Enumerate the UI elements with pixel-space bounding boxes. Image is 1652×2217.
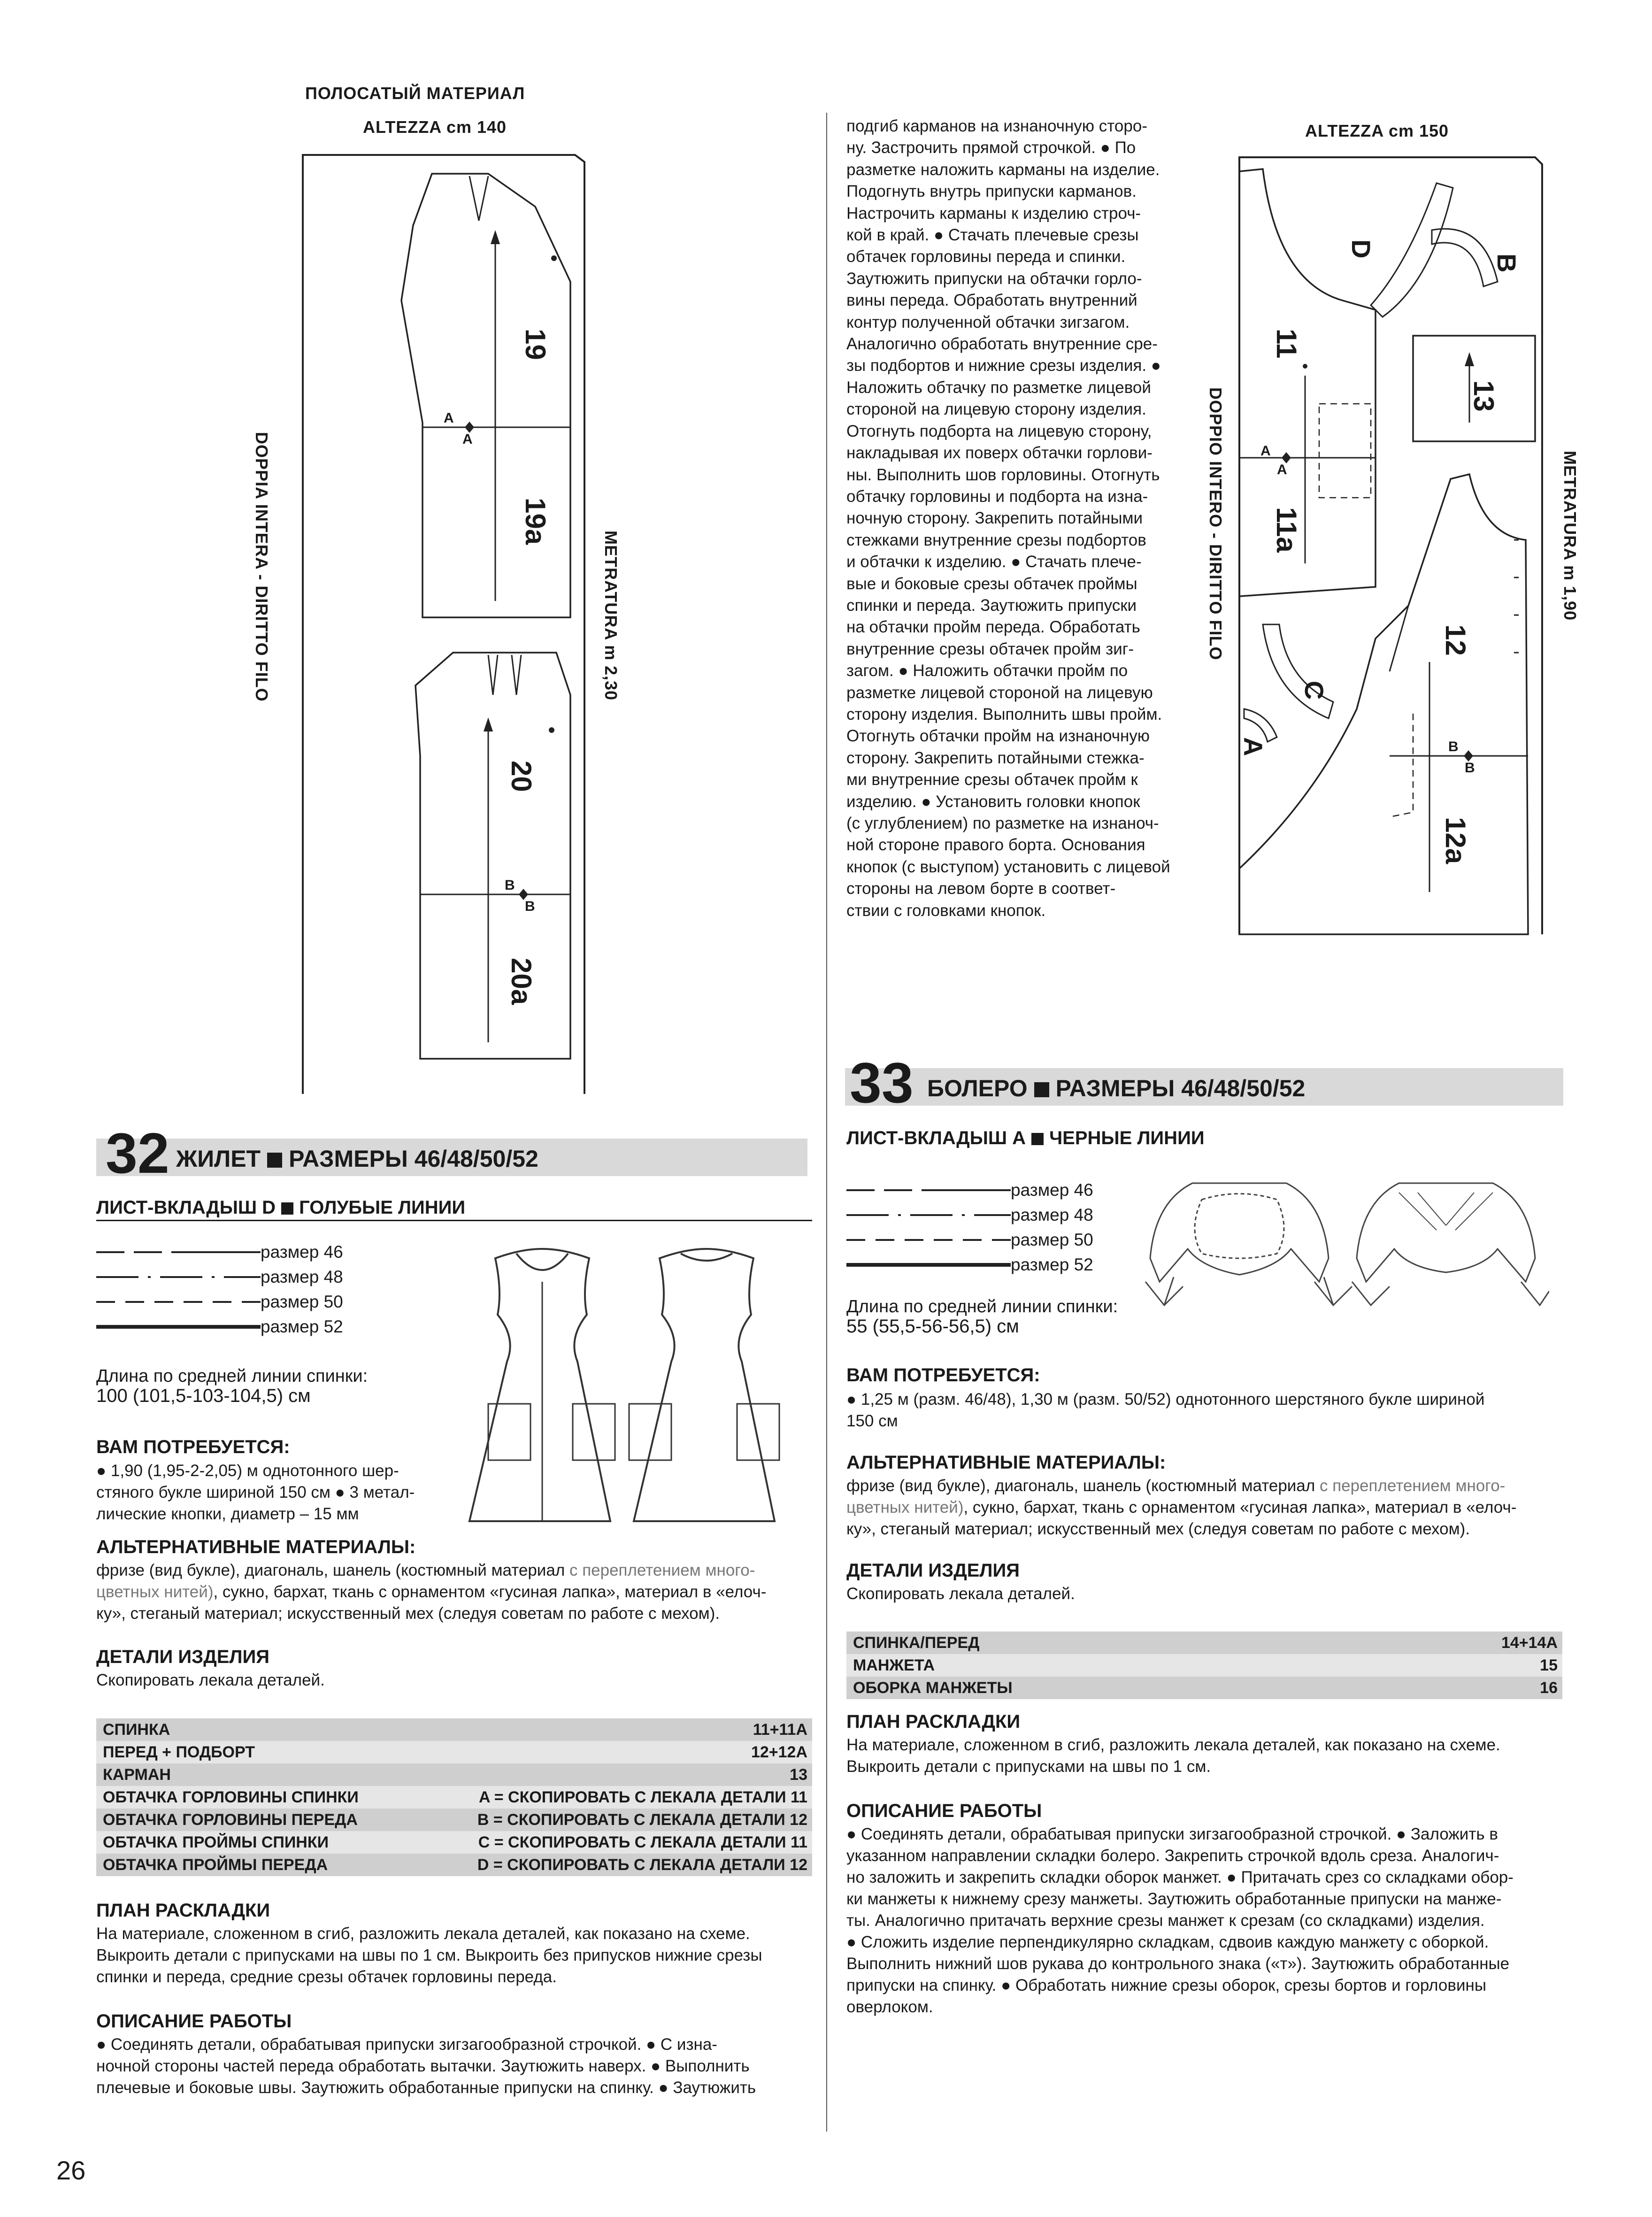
line-size-52-icon — [96, 1324, 261, 1329]
model33-need-title: ВАМ ПОТРЕБУЕТСЯ: — [846, 1365, 1040, 1386]
table-row: ОБТАЧКА ПРОЙМЫ СПИНКИ C = СКОПИРОВАТЬ С ЛЕКАЛА ДЕТАЛИ 11 — [96, 1831, 812, 1854]
model32-sizes: РАЗМЕРЫ 46/48/50/52 — [289, 1146, 538, 1172]
material-label: ПОЛОСАТЫЙ МАТЕРИАЛ — [305, 84, 525, 103]
line-size-48-icon — [846, 1213, 1011, 1217]
fabric-width-label: ALTEZZA cm 140 — [363, 117, 507, 137]
piece-19: 19 — [520, 329, 551, 360]
square-bullet-icon — [1031, 1133, 1044, 1145]
model32-need-text: ● 1,90 (1,95-2-2,05) м однотонного шер- стяного букле шириной 150 см ● 3 метал- лические кнопки, диаметр – 15 мм — [96, 1462, 415, 1523]
table-row: МАНЖЕТА 15 — [846, 1654, 1562, 1677]
square-bullet-icon — [1034, 1082, 1049, 1097]
model33-details-title: ДЕТАЛИ ИЗДЕЛИЯ — [846, 1560, 1020, 1581]
notch-a2: A — [462, 431, 473, 447]
table-row: СПИНКА/ПЕРЕД 14+14А — [846, 1632, 1562, 1654]
bolero-vest-layout-diagram — [1230, 141, 1554, 948]
table-row: ПЕРЕД + ПОДБОРТ 12+12А — [96, 1741, 812, 1763]
model33-sizes: РАЗМЕРЫ 46/48/50/52 — [1055, 1075, 1306, 1101]
table-row: КАРМАН 13 — [96, 1763, 812, 1786]
length-label-2: METRATURA m 1,90 — [1560, 451, 1580, 621]
model32-number: 32 — [106, 1121, 169, 1185]
length-label: METRATURA m 2,30 — [601, 531, 621, 701]
facing-d: D — [1346, 239, 1376, 259]
model33-work-text: ● Соединять детали, обрабатывая припуски зигзагообразной строчкой. ● Заложить в указанном направлении складки болеро. Закрепить строчкой вдоль среза. Аналогич- но заложить и закрепить складки оборок манжет. ● Притачать срез со складками обор- ки манжеты к нижнему срезу манжеты. Заутюжить обработанные припуски на манже- ты. Аналогично притачать верхние срезы манжет к срезам (со складками) изделия. ● Сложить изделие перпендикулярно складкам, сдвоив каждую манжету с оборкой. Выполнить нижний шов рукава до контрольного знака («т»). Заутюжить обработанные припуски на спинку. ● Обработать нижние срезы оборок, срезы бортов и горловины оверлоком. — [846, 1825, 1514, 2016]
model32-size-legend: размер 46 размер 48 размер 50 размер 52 — [96, 1239, 343, 1339]
model32-length: Длина по средней линии спинки: 100 (101,5-103-104,5) см — [96, 1366, 368, 1406]
model32-sheet-info: ЛИСТ-ВКЛАДЫШ D ГОЛУБЫЕ ЛИНИИ — [96, 1195, 812, 1221]
model33-header — [845, 1051, 1563, 1115]
model32-work-title: ОПИСАНИЕ РАБОТЫ — [96, 2011, 292, 2032]
column-divider — [826, 113, 827, 2132]
model32-details-title: ДЕТАЛИ ИЗДЕЛИЯ — [96, 1647, 269, 1667]
model32-plan-text: На материале, сложенном в сгиб, разложить лекала деталей, как показано на схеме. Выкроить детали с припусками на швы по 1 см. Выкроить без припусков нижние срезы спинки и переда, средние срезы обтачек горловины переда. — [96, 1924, 762, 1986]
vest-illustration — [460, 1230, 803, 1540]
model32-plan-title: ПЛАН РАСКЛАДКИ — [96, 1900, 270, 1921]
model33-alt-title: АЛЬТЕРНАТИВНЫЕ МАТЕРИАЛЫ: — [846, 1452, 1166, 1473]
notch-b4: B — [1465, 760, 1475, 776]
line-size-46-icon — [96, 1250, 261, 1255]
piece-12a: 12a — [1440, 817, 1471, 864]
model32-parts-table — [96, 1718, 812, 1876]
model33-plan-text: На материале, сложенном в сгиб, разложить лекала деталей, как показано на схеме. Выкроить детали с припусками на швы по 1 см. — [846, 1736, 1500, 1776]
model32-alt-title: АЛЬТЕРНАТИВНЫЕ МАТЕРИАЛЫ: — [96, 1537, 416, 1557]
piece-11: 11 — [1271, 329, 1302, 359]
piece-20: 20 — [506, 761, 537, 792]
notch-a4: A — [1277, 462, 1287, 477]
model33-alt-text: фризе (вид букле), диагональ, шанель (костюмный материал с переплетением много- цветных нитей), сукно, бархат, ткань с орнаментом «гусиная лапка», материал в «елоч- ку», стеганый материал; искусственный мех (следуя советам по работе с мехом). — [846, 1477, 1517, 1538]
model32-work-text: ● Соединять детали, обрабатывая припуски зигзагообразной строчкой. ● С изна- ночной стороны частей переда обработать вытачки. Заутюжить наверх. ● Выполнить плечевые и боковые швы. Заутюжить обработанные припуски на спинку. ● Заутюжить — [96, 2035, 756, 2097]
model33-sheet-info: ЛИСТ-ВКЛАДЫШ А ЧЕРНЫЕ ЛИНИИ — [846, 1128, 1205, 1148]
piece-13: 13 — [1468, 380, 1499, 412]
line-size-50-icon — [846, 1238, 1011, 1242]
model33-length: Длина по средней линии спинки: 55 (55,5-56-56,5) см — [846, 1297, 1118, 1337]
model32-header — [96, 1121, 807, 1185]
fabric-width-label-2: ALTEZZA cm 150 — [1305, 121, 1449, 140]
piece-20a: 20a — [506, 958, 537, 1005]
line-size-48-icon — [96, 1275, 261, 1279]
facing-b: B — [1492, 254, 1521, 273]
trousers-layout-diagram — [291, 141, 596, 1108]
square-bullet-icon — [281, 1202, 293, 1215]
table-row: ОБТАЧКА ГОРЛОВИНЫ СПИНКИ A = СКОПИРОВАТЬ С ЛЕКАЛА ДЕТАЛИ 11 — [96, 1786, 812, 1809]
notch-b1: B — [505, 878, 515, 893]
model32-details-text: Скопировать лекала деталей. — [96, 1671, 325, 1689]
model33-title: БОЛЕРО — [927, 1075, 1028, 1101]
piece-19a: 19a — [520, 498, 551, 545]
model32-need-title: ВАМ ПОТРЕБУЕТСЯ: — [96, 1437, 290, 1457]
notch-b2: B — [525, 899, 535, 914]
line-size-46-icon — [846, 1188, 1011, 1193]
line-size-50-icon — [96, 1300, 261, 1304]
table-row: ОБТАЧКА ПРОЙМЫ ПЕРЕДА D = СКОПИРОВАТЬ С ЛЕКАЛА ДЕТАЛИ 12 — [96, 1854, 812, 1876]
bolero-illustration — [1136, 1164, 1549, 1324]
continued-instructions: подгиб карманов на изнаночную сторо- ну. Застрочить прямой строчкой. ● По разметке наложить карманы на изделие. Подогнуть внутрь припуски карманов. Настрочить карманы к изделию строч- кой в край. ● Стачать плечевые срезы обтачек горловины переда и спинки. Заутюжить припуски на обтачки горло- вины переда. Обработать внутренний контур полученной обтачки зигзагом. Аналогично обработать внутренние сре- зы подбортов и нижние срезы изделия. ● Наложить обтачку по разметке лицевой стороной на лицевую сторону изделия. Отогнуть подборта на лицевую сторону, накладывая их поверх обтачки горлови- ны. Выполнить шов горловины. Отогнуть обтачку горловины и подборта на изна- ночную сторону. Закрепить потайными стежками внутренние срезы подбортов и обтачки к изделию. ● Стачать плече- вые и боковые срезы обтачек проймы спинки и переда. Заутюжить припуски на обтачки пройм переда. Обработать внутренние срезы обтачек пройм зиг- загом. ● Наложить обтачки пройм по разметке лицевой стороной на лицевую сторону изделия. Выполнить швы пройм. Отогнуть обтачки пройм на изнаночную сторону. Закрепить потайными стежка- ми внутренние срезы обтачек пройм к изделию. ● Установить головки кнопок (с углублением) по разметке на изнаноч- ной стороне правого борта. Основания кнопок (с выступом) установить с лицевой стороны на левом борте в соответ- ствии с головками кнопок. — [846, 117, 1170, 920]
line-size-52-icon — [846, 1262, 1011, 1267]
model33-work-title: ОПИСАНИЕ РАБОТЫ — [846, 1801, 1042, 1821]
piece-12: 12 — [1440, 624, 1471, 656]
page-number: 26 — [56, 2155, 86, 2185]
table-row: ОБОРКА МАНЖЕТЫ 16 — [846, 1677, 1562, 1699]
square-bullet-icon — [267, 1153, 282, 1168]
fold-label: DOPPIA INTERA - DIRITTO FILO — [252, 432, 271, 702]
model33-size-legend: размер 46 размер 48 размер 50 размер 52 — [846, 1178, 1093, 1277]
notch-a3: A — [1260, 443, 1271, 459]
notch-a1: A — [444, 410, 454, 426]
facing-c: C — [1299, 681, 1329, 700]
model33-number: 33 — [850, 1051, 914, 1115]
table-row: ОБТАЧКА ГОРЛОВИНЫ ПЕРЕДА B = СКОПИРОВАТЬ С ЛЕКАЛА ДЕТАЛИ 12 — [96, 1809, 812, 1831]
model33-need-text: ● 1,25 м (разм. 46/48), 1,30 м (разм. 50/52) однотонного шерстяного букле шириной 150 см — [846, 1390, 1485, 1430]
table-row: СПИНКА 11+11А — [96, 1718, 812, 1741]
facing-a: A — [1238, 737, 1268, 756]
model32-alt-text: фризе (вид букле), диагональ, шанель (костюмный материал с переплетением много- цветных нитей), сукно, бархат, ткань с орнаментом «гусиная лапка», материал в «елоч- ку», стеганый материал; искусственный мех (следуя советам по работе с мехом). — [96, 1561, 767, 1623]
model33-parts-table — [846, 1632, 1562, 1699]
fold-label-2: DOPPIO INTERO - DIRITTO FILO — [1206, 387, 1225, 661]
notch-b3: B — [1448, 739, 1459, 754]
piece-11a: 11a — [1271, 507, 1302, 553]
model33-details-text: Скопировать лекала деталей. — [846, 1585, 1075, 1603]
model33-plan-title: ПЛАН РАСКЛАДКИ — [846, 1711, 1021, 1732]
model32-title: ЖИЛЕТ — [176, 1146, 261, 1172]
